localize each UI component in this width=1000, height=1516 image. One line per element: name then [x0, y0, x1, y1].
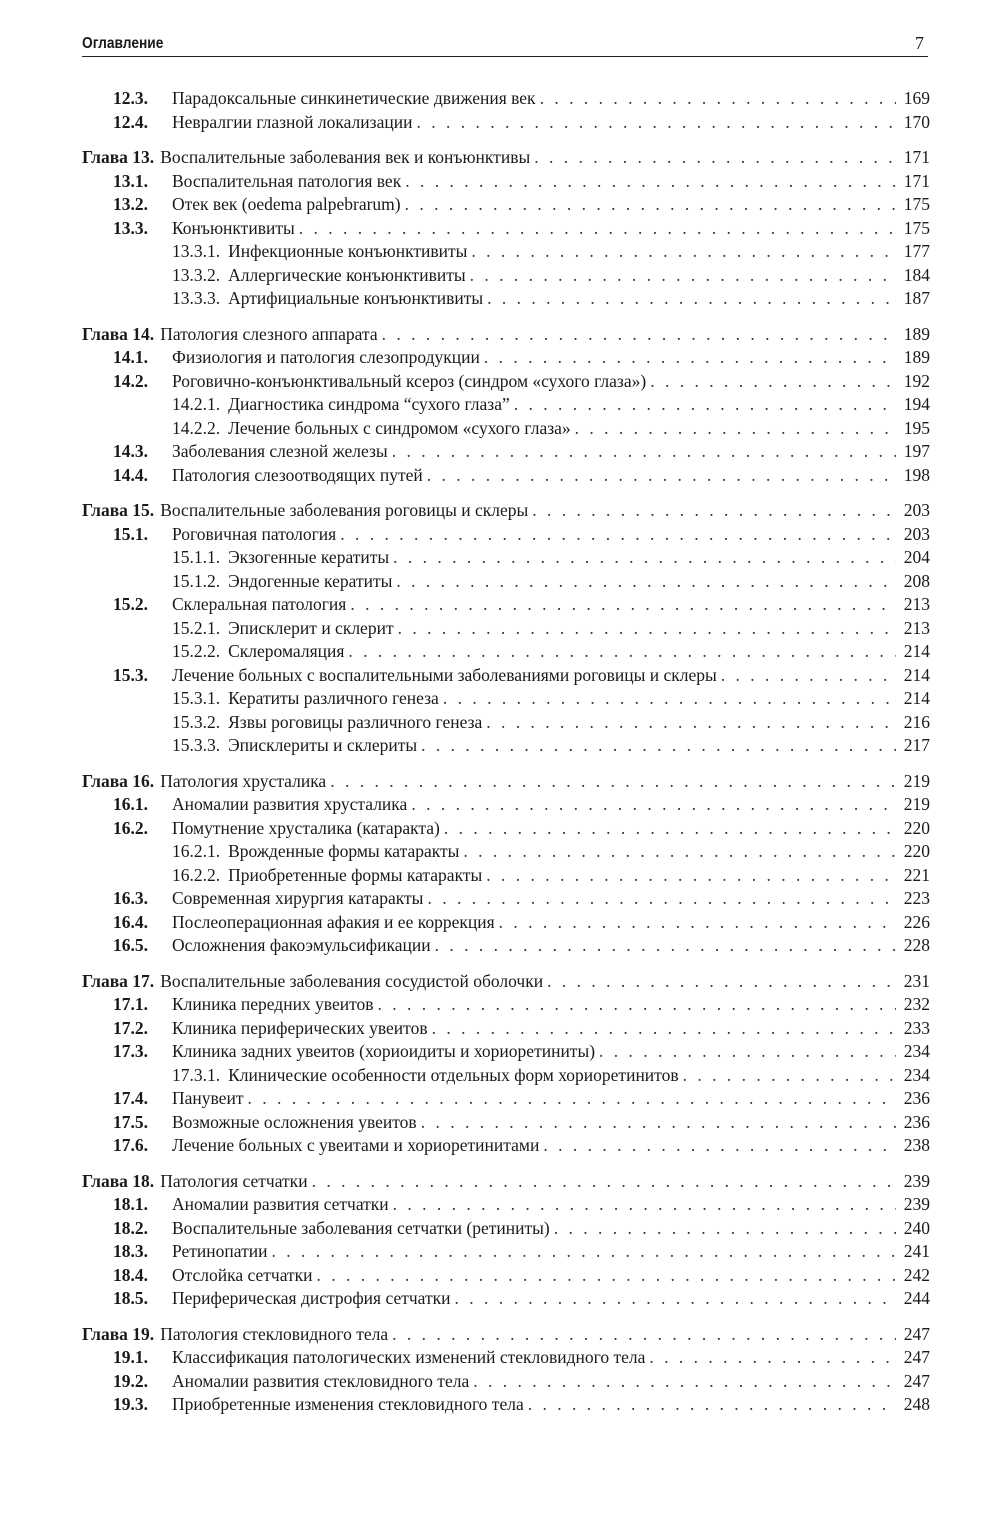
- entry-number: 15.1.1.: [172, 547, 221, 567]
- toc-entry-section[interactable]: [82, 1217, 930, 1241]
- entry-title: Патология слезного аппарата: [160, 323, 378, 344]
- entry-title: Аномалии развития сетчатки: [172, 1194, 389, 1214]
- entry-page-number: 236: [903, 1111, 930, 1132]
- dot-leader: [350, 593, 896, 617]
- toc-entry-section[interactable]: [82, 1264, 930, 1288]
- entry-title: Воспалительные заболевания сетчатки (ретиниты): [172, 1217, 550, 1238]
- entry-number: 16.2.2.: [172, 864, 221, 885]
- entry-page-number: 219: [903, 794, 930, 814]
- entry-title: Панувеит: [172, 1088, 244, 1108]
- dot-leader: [528, 1393, 896, 1417]
- dot-leader: [435, 934, 896, 958]
- entry-page-number: 239: [903, 1194, 930, 1214]
- dot-leader: [721, 664, 896, 688]
- entry-title: Возможные осложнения увеитов: [172, 1111, 417, 1132]
- entry-page-number: 226: [903, 911, 930, 932]
- entry-page-number: 233: [903, 1017, 930, 1038]
- dot-leader: [650, 370, 896, 394]
- entry-title: Эндогенные кератиты: [228, 570, 393, 591]
- entry-number: 17.6.: [113, 1135, 148, 1155]
- dot-leader: [271, 1240, 896, 1264]
- entry-number: 13.3.2.: [172, 264, 221, 285]
- toc-entry-section[interactable]: [82, 464, 930, 488]
- entry-title: Заболевания слезной железы: [172, 441, 388, 461]
- toc-entry-section[interactable]: [82, 1017, 930, 1041]
- toc-entry-section[interactable]: [82, 1111, 930, 1135]
- dot-leader: [247, 1087, 896, 1111]
- entry-page-number: 175: [903, 217, 930, 238]
- entry-number: Глава 15.: [82, 500, 155, 520]
- dot-leader: [455, 1287, 897, 1311]
- entry-title: Физиология и патология слезопродукции: [172, 347, 480, 367]
- entry-title: Язвы роговицы различного генеза: [228, 711, 483, 732]
- entry-number: 16.3.: [113, 888, 148, 908]
- toc-entry-section[interactable]: [82, 593, 930, 617]
- dot-leader: [534, 146, 896, 170]
- entry-title: Роговично-конъюнктивальный ксероз (синдром «сухого глаза»): [172, 370, 647, 391]
- entry-number: Глава 13.: [82, 147, 155, 167]
- toc-entry-section[interactable]: [82, 111, 930, 135]
- entry-number: 15.3.2.: [172, 711, 221, 732]
- entry-page-number: 187: [903, 288, 930, 308]
- entry-page-number: 220: [903, 841, 930, 861]
- entry-page-number: 248: [903, 1394, 930, 1414]
- entry-title: Артифициальные конъюнктивиты: [228, 288, 484, 308]
- toc-entry-section[interactable]: [82, 993, 930, 1017]
- entry-page-number: 220: [903, 817, 930, 838]
- header-title: Оглавление: [82, 35, 164, 52]
- entry-number: 15.3.3.: [172, 735, 221, 755]
- entry-page-number: 240: [903, 1217, 930, 1238]
- entry-number: 14.2.2.: [172, 417, 221, 438]
- entry-title: Приобретенные изменения стекловидного тела: [172, 1394, 524, 1414]
- entry-page-number: 171: [903, 147, 930, 167]
- entry-number: 16.2.1.: [172, 841, 221, 861]
- entry-number: 17.3.: [113, 1041, 148, 1061]
- toc-entry-sub[interactable]: [82, 1064, 930, 1088]
- entry-number: 19.3.: [113, 1394, 148, 1414]
- toc-entry-section[interactable]: [82, 440, 930, 464]
- toc-entry-section[interactable]: [82, 1346, 930, 1370]
- entry-page-number: 197: [903, 441, 930, 461]
- toc-entry-section[interactable]: [82, 1134, 930, 1158]
- entry-page-number: 219: [903, 770, 930, 791]
- entry-page-number: 214: [903, 641, 930, 661]
- entry-page-number: 247: [903, 1370, 930, 1391]
- entry-page-number: 203: [903, 500, 930, 520]
- entry-number: 13.3.: [113, 217, 148, 238]
- toc-entry-chapter[interactable]: [82, 1170, 930, 1194]
- entry-title: Эписклерит и склерит: [228, 617, 394, 638]
- entry-title: Воспалительные заболевания роговицы и склеры: [160, 500, 529, 520]
- entry-page-number: 213: [903, 594, 930, 614]
- entry-title: Аномалии развития стекловидного тела: [172, 1370, 470, 1391]
- toc-entry-section[interactable]: [82, 793, 930, 817]
- toc-entry-chapter[interactable]: [82, 499, 930, 523]
- entry-title: Осложнения факоэмульсификации: [172, 935, 431, 955]
- dot-leader: [547, 970, 896, 994]
- toc-entry-section[interactable]: [82, 664, 930, 688]
- dot-leader: [392, 440, 896, 464]
- page-number: 7: [915, 33, 924, 53]
- entry-page-number: 204: [903, 547, 930, 567]
- entry-title: Послеоперационная афакия и ее коррекция: [172, 911, 495, 932]
- dot-leader: [378, 993, 896, 1017]
- entry-page-number: 234: [903, 1064, 930, 1085]
- dot-leader: [421, 1111, 896, 1135]
- toc-entry-section[interactable]: [82, 911, 930, 935]
- entry-title: Кератиты различного генеза: [228, 688, 439, 708]
- entry-page-number: 195: [903, 417, 930, 438]
- entry-page-number: 214: [903, 664, 930, 685]
- dot-leader: [432, 1017, 896, 1041]
- dot-leader: [312, 1170, 896, 1194]
- entry-page-number: 232: [903, 994, 930, 1014]
- dot-leader: [554, 1217, 896, 1241]
- entry-number: 15.3.: [113, 664, 148, 685]
- toc-entry-sub[interactable]: [82, 864, 930, 888]
- entry-page-number: 171: [903, 170, 930, 191]
- dot-leader: [421, 734, 896, 758]
- entry-number: Глава 14.: [82, 323, 155, 344]
- entry-number: 17.3.1.: [172, 1064, 221, 1085]
- entry-number: 15.1.: [113, 523, 148, 544]
- entry-title: Роговичная патология: [172, 523, 337, 544]
- entry-number: 14.3.: [113, 441, 148, 461]
- entry-page-number: 217: [903, 735, 930, 755]
- toc-entry-sub[interactable]: [82, 734, 930, 758]
- entry-title: Воспалительные заболевания век и конъюнктивы: [160, 147, 531, 167]
- toc-entry-section[interactable]: [82, 1087, 930, 1111]
- toc-entry-sub[interactable]: [82, 640, 930, 664]
- dot-leader: [514, 393, 896, 417]
- entry-title: Патология сетчатки: [160, 1170, 308, 1191]
- toc-entry-sub[interactable]: [82, 417, 930, 441]
- entry-title: Инфекционные конъюнктивиты: [228, 241, 468, 261]
- entry-title: Периферическая дистрофия сетчатки: [172, 1288, 451, 1308]
- toc-group: [82, 323, 930, 488]
- dot-leader: [393, 546, 896, 570]
- toc-entry-section[interactable]: [82, 1193, 930, 1217]
- dot-leader: [398, 617, 896, 641]
- table-of-contents: [82, 87, 930, 1429]
- entry-number: 14.2.: [113, 370, 148, 391]
- toc-entry-sub[interactable]: [82, 287, 930, 311]
- entry-number: 18.3.: [113, 1241, 148, 1261]
- entry-number: 16.2.: [113, 817, 148, 838]
- entry-number: 15.2.: [113, 594, 148, 614]
- entry-page-number: 189: [903, 323, 930, 344]
- toc-group: [82, 87, 930, 134]
- entry-page-number: 236: [903, 1088, 930, 1108]
- entry-page-number: 242: [903, 1264, 930, 1285]
- toc-entry-section[interactable]: [82, 193, 930, 217]
- entry-page-number: 221: [903, 864, 930, 885]
- entry-number: Глава 17.: [82, 970, 155, 991]
- toc-entry-chapter[interactable]: [82, 146, 930, 170]
- dot-leader: [393, 1193, 896, 1217]
- toc-entry-section[interactable]: [82, 217, 930, 241]
- entry-page-number: 247: [903, 1323, 930, 1344]
- entry-page-number: 184: [903, 264, 930, 285]
- dot-leader: [543, 1134, 896, 1158]
- dot-leader: [575, 417, 896, 441]
- entry-page-number: 239: [903, 1170, 930, 1191]
- entry-page-number: 194: [903, 394, 930, 414]
- entry-page-number: 238: [903, 1135, 930, 1155]
- entry-number: 19.1.: [113, 1347, 148, 1367]
- toc-group: [82, 1170, 930, 1311]
- entry-page-number: 170: [903, 111, 930, 132]
- toc-group: [82, 499, 930, 758]
- dot-leader: [540, 87, 896, 111]
- toc-entry-chapter[interactable]: [82, 970, 930, 994]
- toc-entry-section[interactable]: [82, 1393, 930, 1417]
- dot-leader: [473, 1370, 896, 1394]
- toc-entry-sub[interactable]: [82, 393, 930, 417]
- dot-leader: [463, 840, 896, 864]
- entry-number: Глава 19.: [82, 1323, 155, 1344]
- entry-title: Воспалительная патология век: [172, 170, 402, 191]
- entry-title: Ретинопатии: [172, 1241, 268, 1261]
- dot-leader: [444, 817, 896, 841]
- entry-page-number: 175: [903, 194, 930, 214]
- dot-leader: [443, 687, 896, 711]
- entry-title: Классификация патологических изменений стекловидного тела: [172, 1347, 646, 1367]
- entry-page-number: 231: [903, 970, 930, 991]
- dot-leader: [299, 217, 896, 241]
- entry-page-number: 234: [903, 1041, 930, 1061]
- toc-entry-sub[interactable]: [82, 840, 930, 864]
- entry-page-number: 192: [903, 370, 930, 391]
- entry-page-number: 177: [903, 241, 930, 261]
- entry-title: Экзогенные кератиты: [228, 547, 390, 567]
- dot-leader: [532, 499, 896, 523]
- toc-entry-section[interactable]: [82, 1240, 930, 1264]
- entry-number: 14.1.: [113, 347, 148, 367]
- entry-number: 17.1.: [113, 994, 148, 1014]
- entry-page-number: 213: [903, 617, 930, 638]
- entry-title: Патология слезоотводящих путей: [172, 464, 423, 485]
- dot-leader: [392, 1323, 896, 1347]
- entry-title: Аномалии развития хрусталика: [172, 794, 408, 814]
- dot-leader: [484, 346, 896, 370]
- entry-page-number: 228: [903, 935, 930, 955]
- entry-number: 13.2.: [113, 194, 148, 214]
- toc-entry-sub[interactable]: [82, 570, 930, 594]
- entry-title: Конъюнктивиты: [172, 217, 295, 238]
- entry-number: 13.3.1.: [172, 241, 221, 261]
- entry-page-number: 198: [903, 464, 930, 485]
- entry-title: Склеральная патология: [172, 594, 347, 614]
- entry-number: 12.3.: [113, 88, 148, 108]
- toc-entry-section[interactable]: [82, 346, 930, 370]
- entry-number: 17.4.: [113, 1088, 148, 1108]
- entry-number: 18.2.: [113, 1217, 148, 1238]
- dot-leader: [396, 570, 896, 594]
- entry-number: 17.5.: [113, 1111, 148, 1132]
- entry-page-number: 216: [903, 711, 930, 732]
- dot-leader: [330, 770, 896, 794]
- toc-entry-sub[interactable]: [82, 687, 930, 711]
- dot-leader: [471, 240, 896, 264]
- toc-group: [82, 1323, 930, 1417]
- dot-leader: [405, 170, 896, 194]
- entry-number: 15.2.2.: [172, 641, 221, 661]
- entry-page-number: 244: [903, 1288, 930, 1308]
- entry-number: 14.2.1.: [172, 394, 221, 414]
- entry-page-number: 241: [903, 1241, 930, 1261]
- toc-group: [82, 970, 930, 1158]
- toc-entry-section[interactable]: [82, 1040, 930, 1064]
- entry-page-number: 247: [903, 1347, 930, 1367]
- entry-page-number: 169: [903, 88, 930, 108]
- entry-title: Приобретенные формы катаракты: [228, 864, 483, 885]
- entry-page-number: 223: [903, 888, 930, 908]
- entry-title: Отек век (oedema palpebrarum): [172, 194, 401, 214]
- dot-leader: [382, 323, 896, 347]
- entry-number: 13.3.3.: [172, 288, 221, 308]
- dot-leader: [427, 887, 896, 911]
- entry-number: 16.4.: [113, 911, 148, 932]
- toc-group: [82, 146, 930, 311]
- toc-entry-section[interactable]: [82, 523, 930, 547]
- toc-entry-chapter[interactable]: [82, 1323, 930, 1347]
- dot-leader: [317, 1264, 896, 1288]
- dot-leader: [683, 1064, 896, 1088]
- entry-title: Лечение больных с увеитами и хориоретинитами: [172, 1135, 540, 1155]
- entry-number: 15.2.1.: [172, 617, 221, 638]
- entry-number: 18.5.: [113, 1288, 148, 1308]
- entry-page-number: 189: [903, 347, 930, 367]
- entry-title: Клиника периферических увеитов: [172, 1017, 428, 1038]
- entry-title: Склеромаляция: [228, 641, 345, 661]
- entry-title: Патология стекловидного тела: [160, 1323, 389, 1344]
- entry-number: 18.1.: [113, 1194, 148, 1214]
- toc-entry-section[interactable]: [82, 370, 930, 394]
- dot-leader: [427, 464, 896, 488]
- toc-entry-sub[interactable]: [82, 240, 930, 264]
- entry-number: 16.1.: [113, 794, 148, 814]
- toc-entry-sub[interactable]: [82, 711, 930, 735]
- running-header: [82, 30, 928, 57]
- entry-number: Глава 18.: [82, 1170, 155, 1191]
- toc-entry-section[interactable]: [82, 1287, 930, 1311]
- toc-entry-section[interactable]: [82, 934, 930, 958]
- entry-number: 16.5.: [113, 935, 148, 955]
- entry-number: Глава 16.: [82, 770, 155, 791]
- entry-number: 15.3.1.: [172, 688, 221, 708]
- dot-leader: [487, 287, 896, 311]
- entry-number: 17.2.: [113, 1017, 148, 1038]
- toc-group: [82, 770, 930, 958]
- toc-entry-sub[interactable]: [82, 546, 930, 570]
- dot-leader: [486, 711, 896, 735]
- entry-title: Помутнение хрусталика (катаракта): [172, 817, 440, 838]
- entry-number: 13.1.: [113, 170, 148, 191]
- entry-title: Парадоксальные синкинетические движения век: [172, 88, 536, 108]
- toc-entry-chapter[interactable]: [82, 323, 930, 347]
- dot-leader: [599, 1040, 896, 1064]
- toc-entry-chapter[interactable]: [82, 770, 930, 794]
- entry-title: Клиника передних увеитов: [172, 994, 374, 1014]
- entry-page-number: 214: [903, 688, 930, 708]
- dot-leader: [411, 793, 896, 817]
- dot-leader: [470, 264, 896, 288]
- entry-title: Лечение больных с синдромом «сухого глаза»: [228, 417, 571, 438]
- toc-entry-sub[interactable]: [82, 617, 930, 641]
- entry-title: Патология хрусталика: [160, 770, 327, 791]
- entry-title: Лечение больных с воспалительными заболеваниями роговицы и склеры: [172, 664, 717, 685]
- dot-leader: [416, 111, 896, 135]
- toc-entry-section[interactable]: [82, 170, 930, 194]
- entry-title: Современная хирургия катаракты: [172, 888, 424, 908]
- entry-title: Эписклериты и склериты: [228, 735, 418, 755]
- entry-number: 18.4.: [113, 1264, 148, 1285]
- entry-title: Аллергические конъюнктивиты: [228, 264, 466, 285]
- entry-number: 19.2.: [113, 1370, 148, 1391]
- dot-leader: [405, 193, 896, 217]
- toc-entry-section[interactable]: [82, 887, 930, 911]
- entry-title: Диагностика синдрома “сухого глаза”: [228, 394, 510, 414]
- entry-page-number: 203: [903, 523, 930, 544]
- entry-title: Невралгии глазной локализации: [172, 111, 413, 132]
- entry-number: 12.4.: [113, 111, 148, 132]
- dot-leader: [486, 864, 896, 888]
- toc-entry-section[interactable]: [82, 817, 930, 841]
- entry-title: Отслойка сетчатки: [172, 1264, 313, 1285]
- dot-leader: [499, 911, 896, 935]
- entry-number: 14.4.: [113, 464, 148, 485]
- entry-title: Врожденные формы катаракты: [228, 841, 460, 861]
- toc-entry-section[interactable]: [82, 1370, 930, 1394]
- toc-entry-sub[interactable]: [82, 264, 930, 288]
- toc-entry-section[interactable]: [82, 87, 930, 111]
- entry-title: Клиника задних увеитов (хориоидиты и хориоретиниты): [172, 1041, 596, 1061]
- entry-title: Клинические особенности отдельных форм хориоретинитов: [228, 1064, 679, 1085]
- dot-leader: [340, 523, 896, 547]
- entry-title: Воспалительные заболевания сосудистой оболочки: [160, 970, 544, 991]
- entry-page-number: 208: [903, 570, 930, 591]
- dot-leader: [348, 640, 896, 664]
- entry-number: 15.1.2.: [172, 570, 221, 591]
- dot-leader: [649, 1346, 896, 1370]
